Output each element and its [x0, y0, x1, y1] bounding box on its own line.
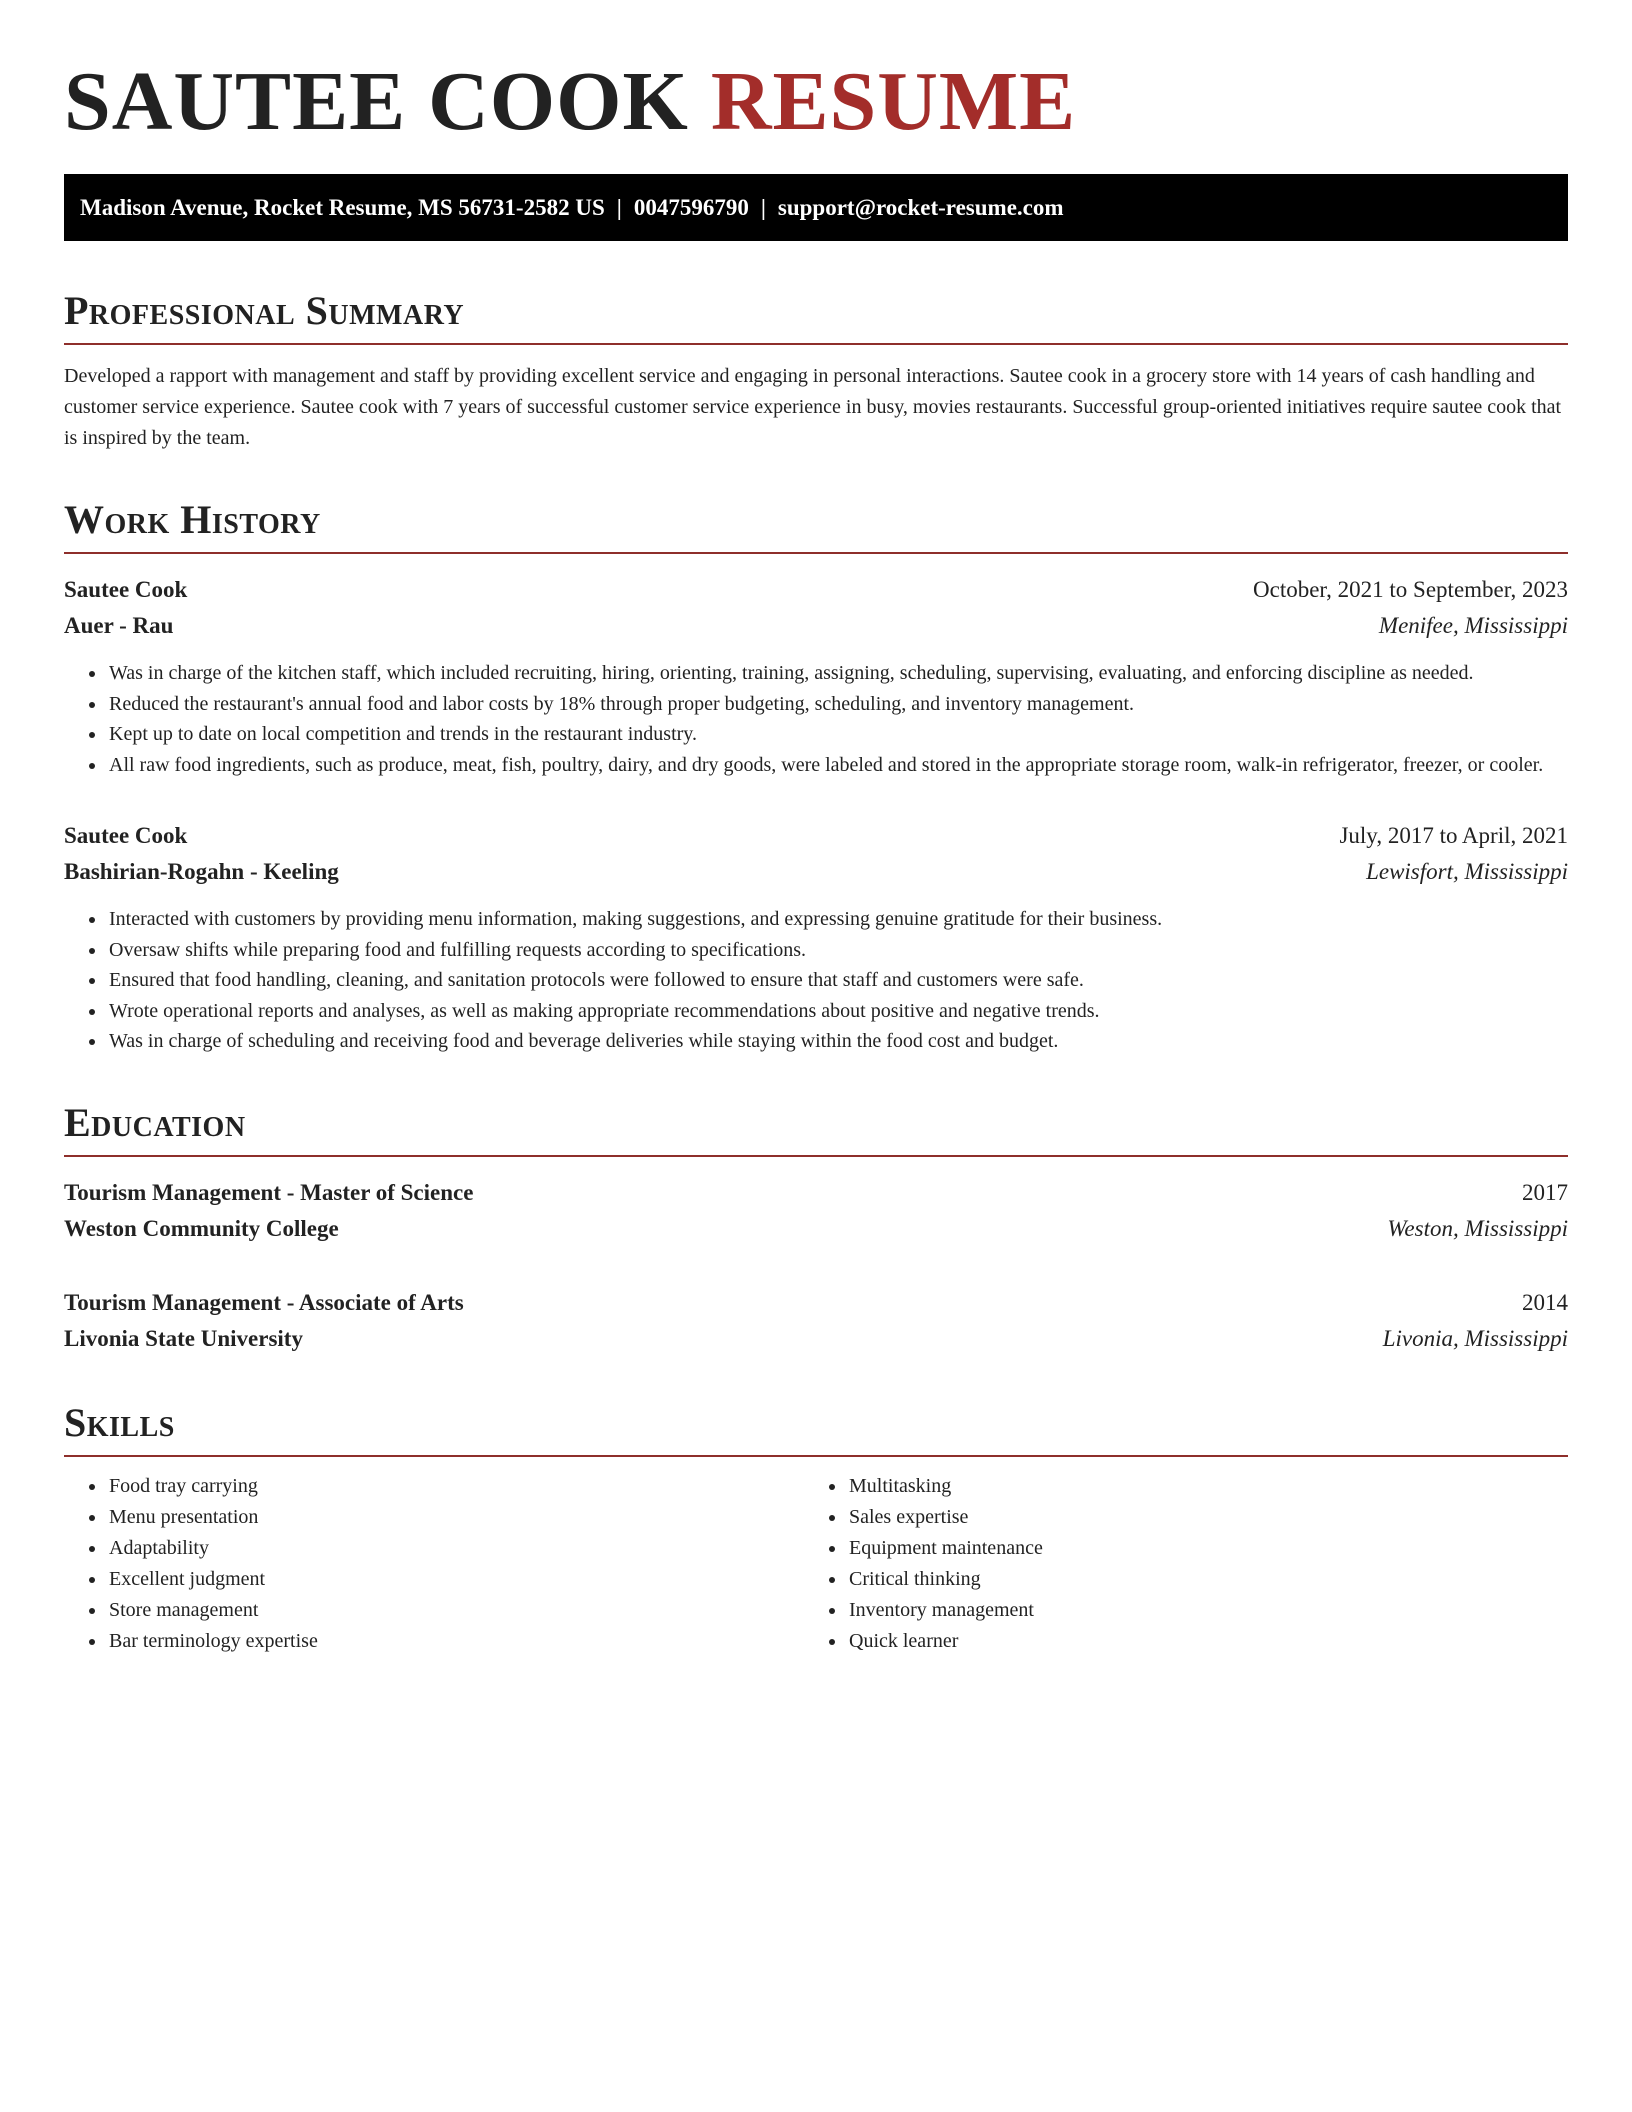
job-company-row [64, 608, 1568, 644]
contact-separator: | [760, 194, 766, 220]
education-location: Weston, Mississippi [1387, 1215, 1568, 1241]
job-bullet: • Oversaw shifts while preparing food and fulfilling requests according to specifications. [107, 935, 1568, 966]
education-degree-row [64, 1285, 1568, 1321]
education-school: Weston Community College [64, 1215, 339, 1241]
skill-item: • Bar terminology expertise [107, 1626, 804, 1657]
education-school: Livonia State University [64, 1325, 303, 1351]
skills-list-left [64, 1471, 804, 1657]
summary-text: Developed a rapport with management and staff by providing excellent service and engaging in personal interactions. Sautee cook in a grocery store with 14 years of cash handling and customer service experience. Sautee cook with 7 years of successful customer service experience in busy, movies restaurants. Successful group-oriented initiatives require sautee cook that is inspired by the team. [64, 365, 1562, 450]
title-main: SAUTEE COOK [64, 55, 689, 148]
skill-item: • Equipment maintenance [847, 1533, 1544, 1564]
title-accent: RESUME [710, 55, 1077, 148]
education-year: 2014 [1522, 1289, 1568, 1315]
education-entry [64, 1285, 1568, 1357]
education-location: Livonia, Mississippi [1382, 1325, 1568, 1351]
job-title: Sautee Cook [64, 577, 188, 603]
job-entry [64, 818, 1568, 1057]
job-entry [64, 572, 1568, 780]
job-bullet: • Was in charge of scheduling and receiving food and beverage deliveries while staying within the food cost and budget. [107, 1026, 1568, 1057]
job-bullets [64, 658, 1568, 780]
job-company: Bashirian-Rogahn - Keeling [64, 859, 339, 885]
job-location: Lewisfort, Mississippi [1366, 859, 1568, 885]
job-bullet: • Reduced the restaurant's annual food and labor costs by 18% through proper budgeting, scheduling, and inventory management. [107, 689, 1568, 720]
job-title-row [64, 818, 1568, 854]
job-bullet: • Interacted with customers by providing menu information, making suggestions, and expressing genuine gratitude for their business. [107, 904, 1568, 935]
summary-heading: Professional Summary [64, 289, 1568, 345]
resume-title [64, 56, 1568, 148]
skill-item: • Excellent judgment [107, 1564, 804, 1595]
skill-item: • Adaptability [107, 1533, 804, 1564]
contact-address: Madison Avenue, Rocket Resume, MS 56731-2582 US [80, 194, 605, 220]
education-degree: Tourism Management - Associate of Arts [64, 1289, 464, 1315]
education-entry [64, 1175, 1568, 1247]
skills-columns [64, 1471, 1568, 1657]
skill-item: • Quick learner [847, 1626, 1544, 1657]
skill-item: • Food tray carrying [107, 1471, 804, 1502]
education-school-row [64, 1321, 1568, 1357]
job-dates: July, 2017 to April, 2021 [1339, 823, 1568, 849]
skills-list-right [804, 1471, 1544, 1657]
job-bullet: • Ensured that food handling, cleaning, and sanitation protocols were followed to ensure that staff and customers were safe. [107, 965, 1568, 996]
job-title-row [64, 572, 1568, 608]
job-bullet: • All raw food ingredients, such as produce, meat, fish, poultry, dairy, and dry goods, were labeled and stored in the appropriate storage room, walk-in refrigerator, freezer, or cooler. [107, 750, 1568, 781]
education-year: 2017 [1522, 1179, 1568, 1205]
contact-phone: 0047596790 [633, 194, 749, 220]
job-bullets [64, 904, 1568, 1057]
education-degree: Tourism Management - Master of Science [64, 1179, 474, 1205]
job-company: Auer - Rau [64, 613, 174, 639]
job-location: Menifee, Mississippi [1378, 613, 1568, 639]
job-bullet: • Wrote operational reports and analyses, as well as making appropriate recommendations about positive and negative trends. [107, 996, 1568, 1027]
skill-item: • Inventory management [847, 1595, 1544, 1626]
job-dates: October, 2021 to September, 2023 [1253, 577, 1568, 603]
skill-item: • Multitasking [847, 1471, 1544, 1502]
contact-separator: | [616, 194, 622, 220]
education-heading: Education [64, 1101, 1568, 1157]
job-bullet: • Kept up to date on local competition and trends in the restaurant industry. [107, 719, 1568, 750]
job-bullet: • Was in charge of the kitchen staff, which included recruiting, hiring, orienting, training, assigning, scheduling, supervising, evaluating, and enforcing discipline as needed. [107, 658, 1568, 689]
education-degree-row [64, 1175, 1568, 1211]
skill-item: • Menu presentation [107, 1502, 804, 1533]
work-history-heading: Work History [64, 498, 1568, 554]
skills-heading: Skills [64, 1401, 1568, 1457]
contact-email: support@rocket-resume.com [777, 194, 1064, 220]
education-school-row [64, 1211, 1568, 1247]
job-title: Sautee Cook [64, 823, 188, 849]
contact-bar [64, 174, 1568, 241]
skill-item: • Store management [107, 1595, 804, 1626]
skill-item: • Critical thinking [847, 1564, 1544, 1595]
skill-item: • Sales expertise [847, 1502, 1544, 1533]
job-company-row [64, 854, 1568, 890]
